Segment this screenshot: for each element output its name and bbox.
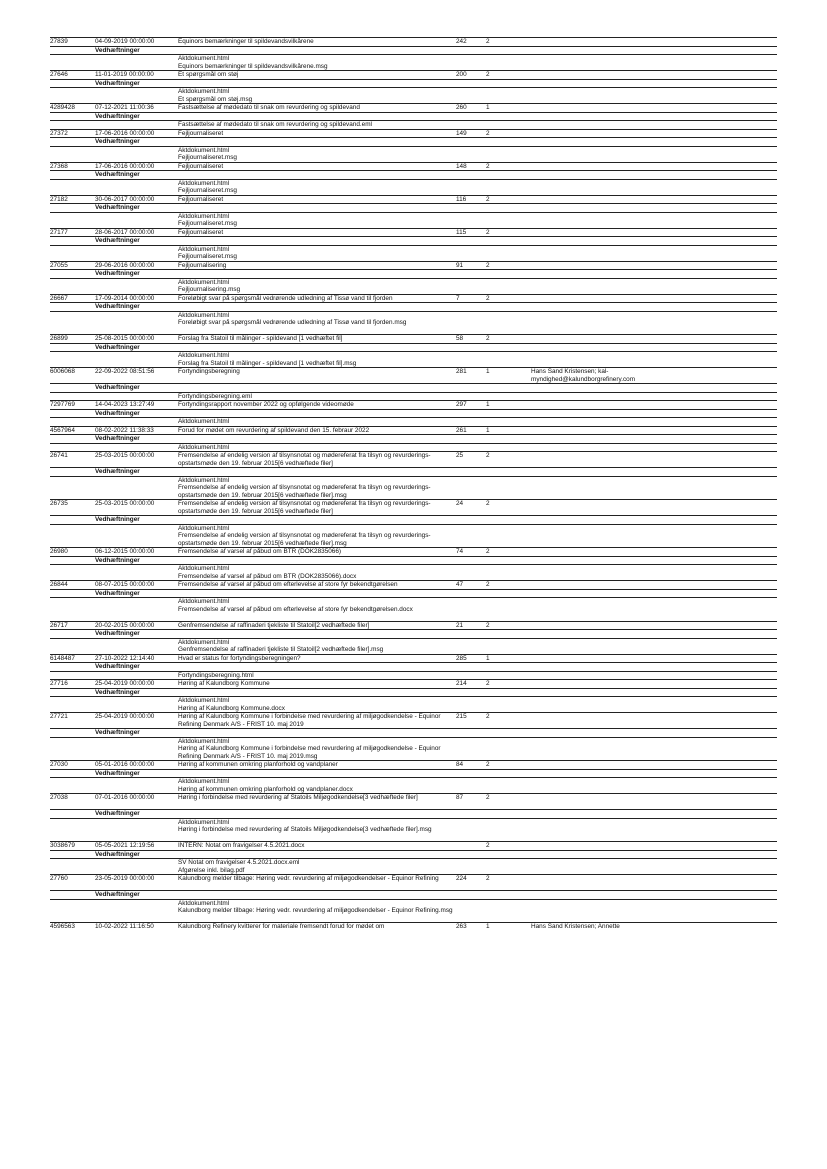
record-id: 26717 [50,621,68,629]
attachments-label: Vedhæftninger [95,46,140,54]
attachment-filename: Aktdokument.html [178,598,230,605]
attachment-row [50,87,777,96]
attachment-row [50,179,777,188]
document-listing [50,37,777,931]
record-code: 2 [486,162,490,170]
record-date: 25-04-2019 00:00:00 [95,680,155,687]
attachments-label: Vedhæftninger [95,204,140,211]
record-code: 2 [486,761,490,768]
record-title: Høring af Kalundborg Kommune i forbindelse med revurdering af miljøgodkendelse - Equinor Refining Denmark A/S - FRIST 10. maj 2019 [178,713,441,728]
record-id: 27030 [50,761,68,768]
record-title: Fremsendelse af varsel af påbud om efterlevelse af store fyr bekendtgørelsen [178,581,398,588]
record-id: 26667 [50,294,68,302]
record-row [50,874,777,890]
attachment-filename: Fastsættelse af mødedato til snak om revurdering og spildevand.eml [178,121,372,128]
attachment-filename: Aktdokument.html [178,311,230,319]
attachments-header [50,467,777,476]
record-code: 2 [486,713,490,720]
record-row [50,228,777,237]
record-number: 25 [456,452,464,459]
record-title: Høring af Kalundborg Kommune [178,680,270,687]
record-code: 2 [486,621,490,629]
attachments-header [50,769,777,778]
attachment-row [50,484,777,499]
record-date: 29-06-2016 00:00:00 [95,261,155,269]
attachment-filename: SV Notat om fravigelser 4.5.2021.docx.eml [178,859,300,866]
record-number: 297 [456,401,467,408]
record-number: 260 [456,104,467,111]
record-number: 24 [456,500,464,507]
attachments-header [50,137,777,146]
record-code: 1 [486,426,490,434]
record-date: 05-01-2016 00:00:00 [95,761,155,768]
attachment-filename: Afgørelse inkl. bilag.pdf [178,866,245,874]
attachment-filename: Høring af Kalundborg Kommune.docx [178,704,285,712]
record-date: 25-03-2015 00:00:00 [95,500,155,507]
attachment-row [50,63,777,71]
record-row [50,712,777,728]
record-date: 17-06-2016 00:00:00 [95,129,155,137]
attachment-row [50,417,777,426]
record-id: 4596563 [50,923,75,930]
attachments-header [50,688,777,697]
record-code: 2 [486,452,490,459]
attachments-label: Vedhæftninger [95,516,140,523]
record-code: 1 [486,654,490,662]
record-date: 14-04-2023 13:27:49 [95,401,155,408]
attachments-label: Vedhæftninger [95,630,140,637]
attachments-label: Vedhæftninger [95,237,140,244]
attachment-filename: Forslag fra Statoil til målinger - spildevand [1 vedhæftet fil].msg [178,359,357,367]
attachment-filename: Fortyndingsberegning.eml [178,392,252,400]
attachment-row [50,606,777,621]
attachment-filename: Et spørgsmål om støj.msg [178,95,253,103]
attachment-row [50,351,777,360]
record-number: 84 [456,761,464,768]
record-id: 27368 [50,162,68,170]
record-title: Fremsendelse af endelig version af tilsynsnotat og mødereferat fra tilsyn og revurderings-opstartsmøde den 19. februar 2015[6 vedhæftede filer] [178,500,431,515]
record-number: 285 [456,654,467,662]
attachment-filename: Aktdokument.html [178,212,230,220]
attachments-header [50,79,777,88]
attachment-row [50,899,777,908]
attachment-filename: Høring af kommunen omkring planforhold og vandplaner.docx [178,785,353,793]
attachments-header [50,662,777,671]
record-id: 27721 [50,713,68,720]
record-id: 27177 [50,228,68,236]
record-title: Høring i forbindelse med revurdering af Statoils Miljøgodkendelse[3 vedhæftede filer] [178,794,418,801]
record-id: 27760 [50,875,68,882]
attachment-row [50,564,777,573]
record-number: 224 [456,875,467,882]
record-number: 200 [456,71,467,78]
record-title: Et spørgsmål om støj [178,71,239,78]
record-number: 263 [456,923,467,930]
record-date: 23-05-2019 00:00:00 [95,875,155,882]
attachment-row [50,245,777,254]
record-title: Fejljournalisering [178,261,227,269]
attachment-row [50,96,777,104]
attachments-header [50,850,777,859]
attachments-label: Vedhæftninger [95,79,140,87]
attachment-row [50,646,777,654]
attachments-label: Vedhæftninger [95,409,140,417]
record-id: 27839 [50,38,68,45]
attachments-label: Vedhæftninger [95,589,140,597]
record-code: 2 [486,38,490,45]
record-date: 25-04-2019 00:00:00 [95,713,155,720]
record-code: 2 [486,842,490,849]
record-number: 116 [456,195,467,203]
attachments-label: Vedhæftninger [95,688,140,696]
record-id: 3038679 [50,842,75,849]
record-id: 4567964 [50,426,75,434]
attachment-row [50,392,777,401]
record-id: 27646 [50,71,68,78]
attachment-row [50,286,777,294]
attachments-label: Vedhæftninger [95,729,140,736]
attachments-label: Vedhæftninger [95,270,140,277]
record-row [50,451,777,467]
record-code: 2 [486,294,490,302]
attachment-filename: Aktdokument.html [178,697,230,704]
attachment-row [50,745,777,760]
attachments-label: Vedhæftninger [95,556,140,564]
attachment-row [50,212,777,221]
attachment-filename: Fremsendelse af varsel af påbud om efterlevelse af store fyr bekendtgørelsen.docx [178,605,413,613]
record-code: 2 [486,500,490,507]
attachment-row [50,867,777,875]
attachments-header [50,809,777,818]
record-date: 28-06-2017 00:00:00 [95,228,155,236]
record-code: 2 [486,261,490,269]
record-number: 87 [456,794,464,801]
record-date: 07-01-2016 00:00:00 [95,794,155,801]
record-title: Fortyndingsberegning [178,368,240,375]
record-title: Fastsættelse af mødedato til snak om revurdering og spildevand [178,104,360,111]
record-date: 07-12-2021 11:00:36 [95,104,154,111]
attachment-row [50,278,777,287]
attachment-row [50,737,777,746]
attachments-label: Vedhæftninger [95,810,140,817]
record-id: 6006068 [50,368,75,375]
record-date: 25-08-2015 00:00:00 [95,335,155,342]
attachment-filename: Aktdokument.html [178,88,230,95]
record-code: 2 [486,71,490,78]
attachment-filename: Foreløbigt svar på spørgsmål vedrørende udledning af Tissø vand til fjorden.msg [178,319,407,326]
attachment-filename: Kalundborg melder tilbage: Høring vedr. revurdering af miljøgodkendelser - Equinor Refining.msg [178,907,453,914]
attachment-row [50,476,777,485]
record-row [50,793,777,809]
record-title: Forud for mødet om revurdering af spildevand den 15. febraur 2022 [178,426,370,434]
attachment-filename: Aktdokument.html [178,146,230,154]
record-title: Hvad er status for fortyndingsberegningen? [178,654,301,662]
record-date: 30-06-2017 00:00:00 [95,195,155,203]
attachment-row [50,786,777,794]
record-row [50,760,777,769]
attachment-filename: Høring i forbindelse med revurdering af Statoils Miljøgodkendelse[3 vedhæftede filer].msg [178,826,432,833]
attachment-row [50,573,777,581]
attachment-row [50,597,777,606]
attachments-header [50,203,777,212]
attachment-row [50,120,777,129]
record-date: 08-02-2022 11:38:33 [95,426,154,434]
record-code: 1 [486,401,490,408]
attachments-header [50,112,777,121]
record-number: 7 [456,294,460,302]
attachment-filename: Aktdokument.html [178,778,230,785]
record-id: 27182 [50,195,68,203]
record-number: 58 [456,335,464,342]
attachment-row [50,705,777,713]
attachment-filename: Fejljournalisering.msg [178,286,241,293]
attachments-label: Vedhæftninger [95,663,140,670]
attachment-filename: Aktdokument.html [178,418,230,425]
attachments-header [50,343,777,352]
record-title: Fremsendelse af endelig version af tilsynsnotat og mødereferat fra tilsyn og revurderings-opstartsmøde den 19. februar 2015[6 vedhæftede filer] [178,452,431,467]
record-date: 17-09-2014 00:00:00 [95,294,155,302]
record-row [50,547,777,556]
attachment-filename: Aktdokument.html [178,899,230,907]
record-title: Equinors bemærkninger til spildevandsvilkårene [178,38,314,45]
record-code: 2 [486,195,490,203]
attachments-label: Vedhæftninger [95,112,140,120]
record-number: 91 [456,261,464,269]
record-row [50,294,777,303]
record-code: 1 [486,104,490,111]
record-id: 26741 [50,452,68,459]
attachments-header [50,515,777,524]
attachments-header [50,46,777,55]
record-title: Foreløbigt svar på spørgsmål vedrørende udledning af Tissø vand til fjorden [178,294,393,302]
attachment-filename: Fejljournaliseret.msg [178,253,237,260]
attachment-row [50,826,777,841]
attachment-filename: Aktdokument.html [178,638,230,646]
record-number: 21 [456,621,464,629]
attachment-filename: Aktdokument.html [178,565,230,572]
record-title: Kalundborg melder tilbage: Høring vedr. revurdering af miljøgodkendelser - Equinor Refining [178,875,439,882]
record-code: 2 [486,794,490,801]
attachments-header [50,589,777,598]
attachments-header [50,629,777,638]
attachment-row [50,907,777,922]
attachment-filename: Aktdokument.html [178,179,230,187]
attachment-row [50,671,777,680]
record-id: 27038 [50,794,68,801]
attachments-header [50,170,777,179]
record-title: Høring af kommunen omkring planforhold og vandplaner [178,761,338,768]
record-row [50,400,777,409]
attachment-row [50,858,777,867]
attachment-filename: Aktdokument.html [178,278,230,286]
record-title: Genfremsendelse af raffinaderi tjekliste til Statoil[2 vedhæftede filer] [178,621,370,629]
record-row [50,70,777,79]
attachment-row [50,220,777,228]
record-row [50,37,777,46]
attachment-filename: Fejljournaliseret.msg [178,154,237,161]
attachments-header [50,302,777,311]
attachments-header [50,728,777,737]
attachments-header [50,383,777,392]
attachment-row [50,532,777,547]
record-id: 26899 [50,335,68,342]
attachments-label: Vedhæftninger [95,171,140,178]
record-id: 7297769 [50,401,75,408]
record-code: 2 [486,335,490,342]
attachments-header [50,434,777,443]
record-title: Fejljournaliseret [178,195,224,203]
record-date: 05-05-2021 12:19:56 [95,842,155,849]
record-row [50,367,777,383]
record-date: 08-07-2015 00:00:00 [95,581,155,588]
record-code: 2 [486,875,490,882]
attachment-row [50,311,777,320]
record-row [50,499,777,515]
record-row [50,580,777,589]
record-id: 27055 [50,261,68,269]
attachment-filename: Equinors bemærkninger til spildevandsvilkårene.msg [178,62,328,70]
record-row [50,621,777,630]
record-id: 26735 [50,500,68,507]
record-row [50,679,777,688]
attachment-row [50,696,777,705]
record-number: 115 [456,228,467,236]
attachment-filename: Fremsendelse af endelig version af tilsynsnotat og mødereferat fra tilsyn og revurderings-opstartsmøde den 19. februar 2015[6 vedhæftede filer].msg [178,484,431,499]
record-date: 10-02-2022 11:16:50 [95,923,154,930]
attachment-row [50,777,777,786]
record-code: 2 [486,129,490,137]
record-row [50,103,777,112]
record-code: 2 [486,228,490,236]
record-id: 26844 [50,581,68,588]
attachments-header [50,890,777,899]
attachments-header [50,269,777,278]
record-row [50,129,777,138]
attachment-filename: Aktdokument.html [178,476,230,484]
attachment-filename: Aktdokument.html [178,245,230,253]
record-date: 04-09-2019 00:00:00 [95,38,155,45]
record-recipient: Hans Sand Kristensen; kal-myndighed@kalundborgrefinery.com [531,368,636,383]
record-code: 2 [486,548,490,555]
attachment-row [50,443,777,452]
attachment-row [50,154,777,162]
record-number: 74 [456,548,464,555]
record-code: 2 [486,581,490,588]
record-number: 149 [456,129,467,137]
record-id: 6148487 [50,654,75,662]
record-date: 20-02-2015 00:00:00 [95,621,155,629]
attachment-filename: Aktdokument.html [178,524,230,532]
record-date: 06-12-2015 00:00:00 [95,548,155,555]
record-number: 148 [456,162,467,170]
attachment-filename: Fejljournaliseret.msg [178,187,237,194]
attachment-filename: Fremsendelse af endelig version af tilsynsnotat og mødereferat fra tilsyn og revurderings-opstartsmøde den 19. februar 2015[6 vedhæftede filer].msg [178,532,431,547]
record-row [50,922,777,931]
record-date: 27-10-2022 12:14:40 [95,654,155,662]
attachment-row [50,818,777,827]
attachments-label: Vedhæftninger [95,468,140,475]
attachment-filename: Aktdokument.html [178,818,230,826]
record-date: 22-09-2022 08:51:56 [95,368,155,375]
attachments-label: Vedhæftninger [95,138,140,145]
record-id: 27372 [50,129,68,137]
record-title: Fremsendelse af varsel af påbud om BTR (DOK2835066) [178,548,342,555]
record-row [50,841,777,850]
attachment-filename: Høring af Kalundborg Kommune i forbindelse med revurdering af miljøgodkendelse - Equinor Refining Denmark A/S - FRIST 10. maj 2019.msg [178,745,441,760]
record-row [50,426,777,435]
attachment-row [50,146,777,155]
record-title: Fejljournaliseret [178,228,224,236]
record-code: 2 [486,680,490,687]
record-id: 4289428 [50,104,75,111]
record-date: 25-03-2015 00:00:00 [95,452,155,459]
record-title: Fortyndingsrapport november 2022 og opfølgende videomøde [178,401,354,408]
record-row [50,261,777,270]
record-recipient: Hans Sand Kristensen; Annette [531,923,620,930]
attachment-filename: Fejljournaliseret.msg [178,220,237,227]
record-title: Forslag fra Statoil til målinger - spildevand [1 vedhæftet fil] [178,335,343,342]
record-title: Kalundborg Refinery kvitterer for materiale fremsendt forud for mødet om [178,923,385,930]
attachment-filename: Fortyndingsberegning.html [178,671,254,679]
attachments-header [50,556,777,565]
record-number: 214 [456,680,467,687]
attachment-row [50,253,777,261]
record-code: 1 [486,923,490,930]
attachment-filename: Aktdokument.html [178,443,230,451]
record-number: 215 [456,713,467,720]
record-id: 27716 [50,680,68,687]
record-title: INTERN: Notat om fravigelser 4.5.2021.docx [178,842,305,849]
record-number: 242 [456,38,467,45]
record-title: Fejljournaliseret [178,162,224,170]
attachments-label: Vedhæftninger [95,384,140,391]
record-number: 281 [456,368,467,375]
record-row [50,195,777,204]
attachment-row [50,524,777,533]
record-row [50,334,777,343]
attachment-filename: Genfremsendelse af raffinaderi tjekliste til Statoil[2 vedhæftede filer].msg [178,646,384,653]
attachments-header [50,409,777,418]
record-date: 11-01-2019 00:00:00 [95,71,154,78]
attachment-filename: Aktdokument.html [178,55,230,62]
record-number: 47 [456,581,464,588]
record-code: 1 [486,368,490,375]
attachments-label: Vedhæftninger [95,850,140,858]
attachment-row [50,319,777,334]
attachment-row [50,360,777,368]
attachments-label: Vedhæftninger [95,435,140,442]
record-title: Fejljournaliseret [178,129,224,137]
attachments-label: Vedhæftninger [95,343,140,351]
record-row [50,162,777,171]
attachments-label: Vedhæftninger [95,891,140,898]
attachment-row [50,638,777,647]
attachments-header [50,236,777,245]
attachment-filename: Fremsendelse af varsel af påbud om BTR (DOK2835066).docx [178,572,357,580]
attachment-filename: Aktdokument.html [178,352,230,359]
attachment-filename: Aktdokument.html [178,737,230,745]
attachments-label: Vedhæftninger [95,769,140,777]
attachment-row [50,54,777,63]
record-row [50,654,777,663]
record-date: 17-06-2016 00:00:00 [95,162,155,170]
attachments-label: Vedhæftninger [95,303,140,310]
attachment-row [50,187,777,195]
record-id: 26980 [50,548,68,555]
record-number: 261 [456,426,467,434]
